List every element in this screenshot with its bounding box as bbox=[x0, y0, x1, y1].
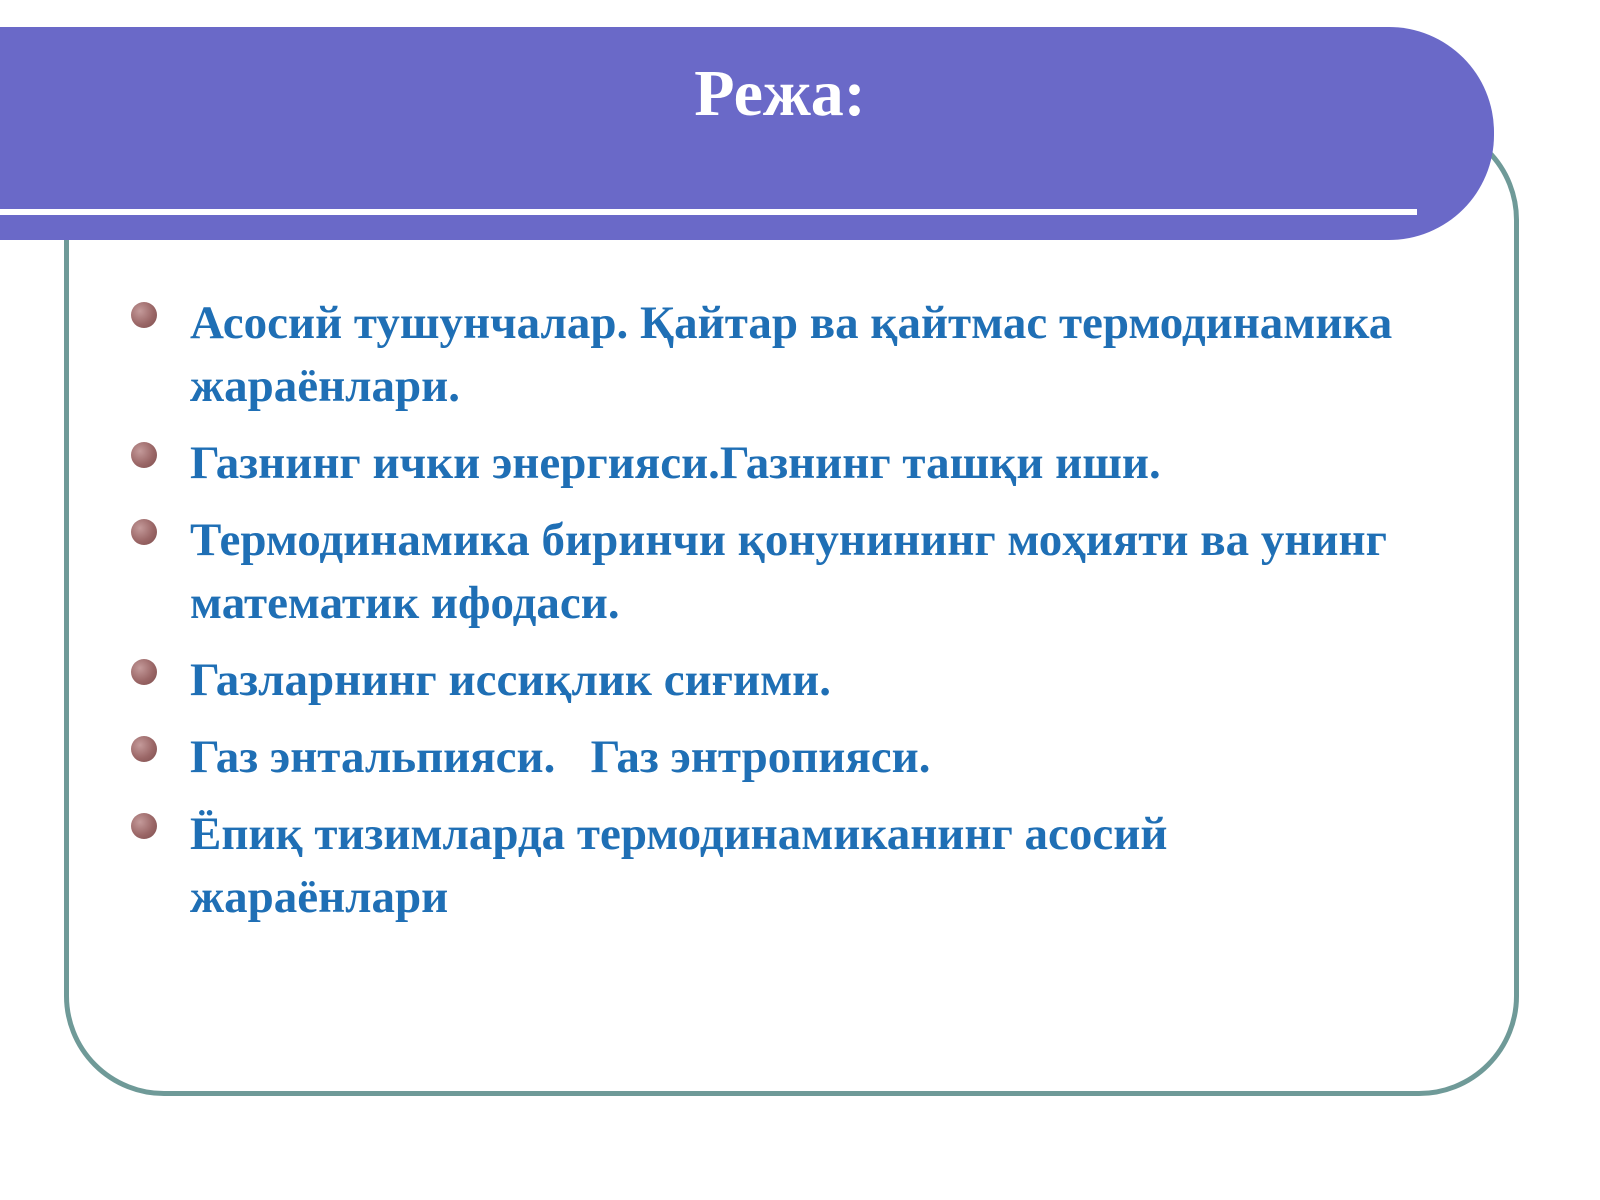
list-item-text: Термодинамика биринчи қонунининг моҳияти ва унинг математик ифодаси. bbox=[190, 514, 1387, 629]
list-item bbox=[130, 432, 1430, 495]
bullet-icon bbox=[131, 736, 157, 762]
bullet-icon bbox=[131, 442, 157, 468]
bullet-icon bbox=[131, 659, 157, 685]
list-item-text: Газнинг ички энергияси.Газнинг ташқи иши. bbox=[190, 437, 1161, 489]
list-item bbox=[130, 726, 1430, 789]
bullet-icon bbox=[131, 813, 157, 839]
list-item bbox=[130, 649, 1430, 712]
bullet-icon bbox=[131, 519, 157, 545]
bullet-list bbox=[130, 292, 1430, 943]
list-item bbox=[130, 803, 1430, 929]
list-item-text: Ёпиқ тизимларда термодинамиканинг асосий жараёнлари bbox=[190, 808, 1168, 923]
list-item-text: Газларнинг иссиқлик сиғими. bbox=[190, 654, 831, 706]
list-item-text: Газ энтальпияси. Газ энтропияси. bbox=[190, 731, 931, 783]
list-item-text: Асосий тушунчалар. Қайтар ва қайтмас термодинамика жараёнлари. bbox=[190, 297, 1393, 412]
bullet-icon bbox=[131, 302, 157, 328]
title-underline bbox=[0, 209, 1417, 215]
list-item bbox=[130, 509, 1430, 635]
slide-title: Режа: bbox=[694, 57, 866, 130]
list-item bbox=[130, 292, 1430, 418]
